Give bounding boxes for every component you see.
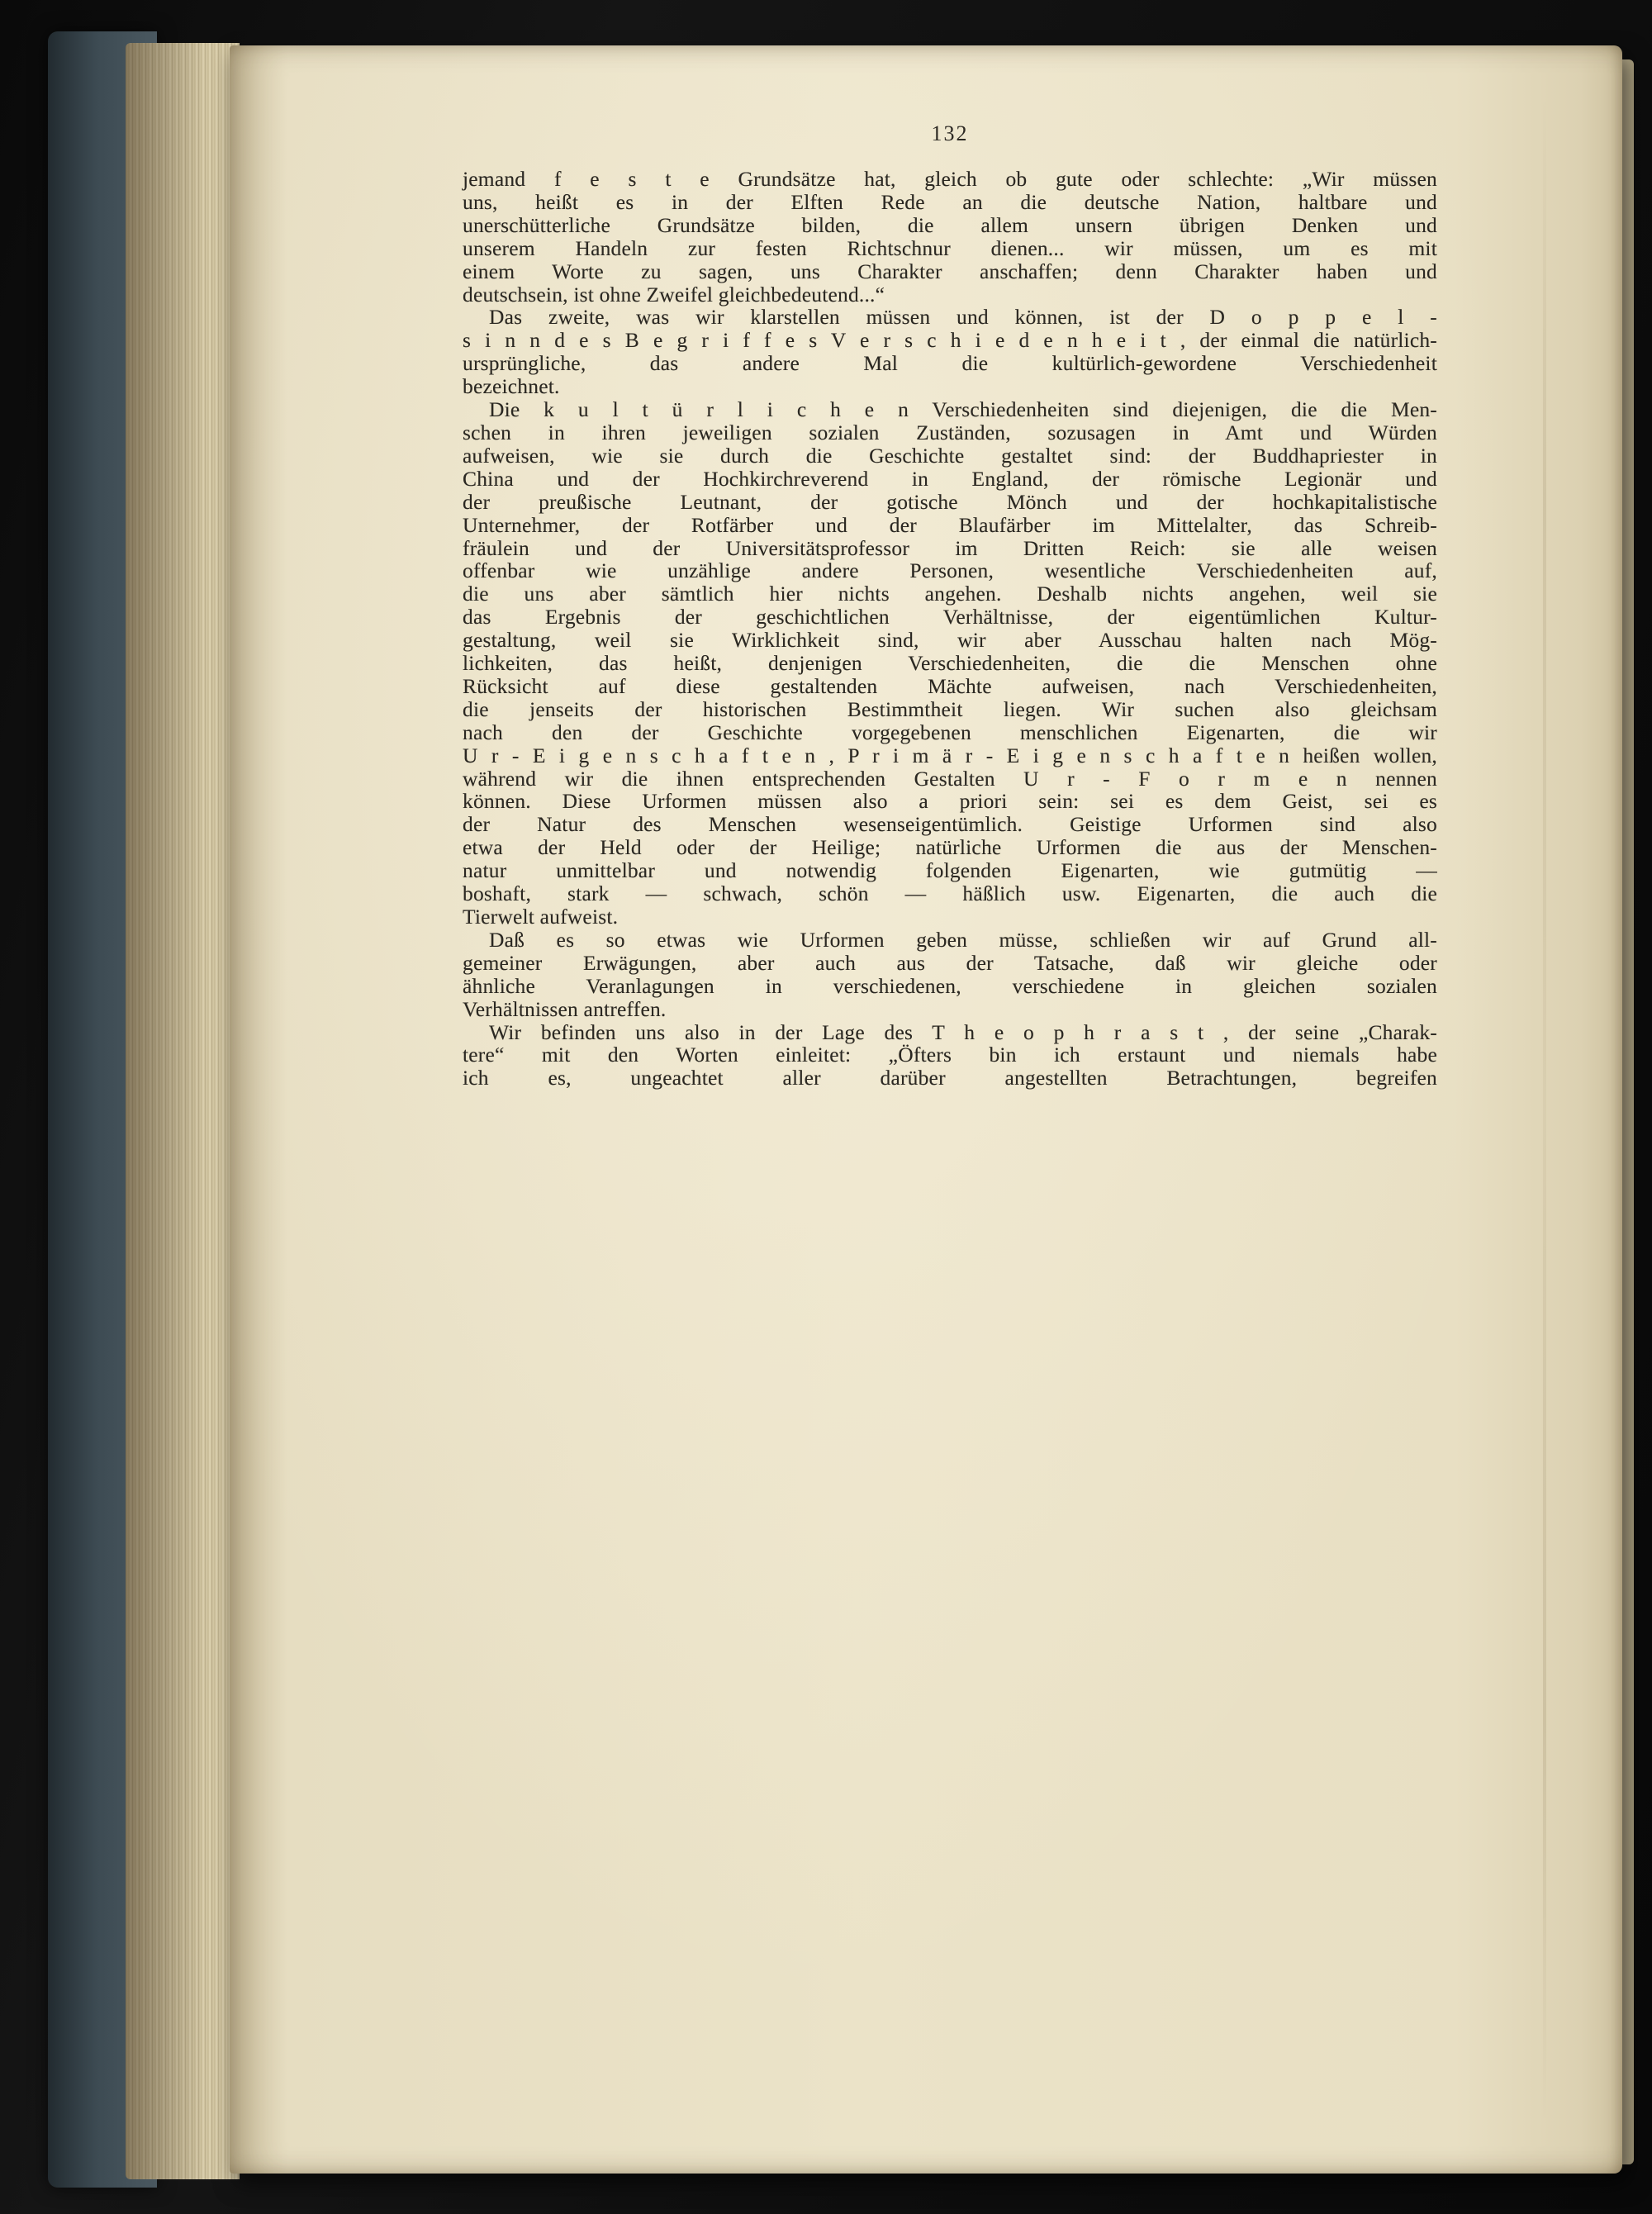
paragraph <box>463 306 1437 398</box>
paragraph <box>463 398 1437 929</box>
text-line: aufweisen, wie sie durch die Geschichte gestaltet sind: der Buddhapriester in <box>463 443 1437 468</box>
text-line: können. Diese Urformen müssen also a priori sein: sei es dem Geist, sei es <box>463 789 1437 814</box>
page-number: 132 <box>931 121 969 145</box>
text-line: etwa der Held oder der Heilige; natürliche Urformen die aus der Menschen- <box>463 835 1437 860</box>
text-line: s i n n d e s B e g r i f f e s V e r s c h i e d e n h e i t , der einmal die natürlich- <box>463 328 1437 353</box>
paragraph <box>463 1021 1437 1090</box>
text-line: Die k u l t ü r l i c h e n Verschiedenheiten sind diejenigen, die die Men- <box>489 397 1437 422</box>
text-line: U r - E i g e n s c h a f t e n , P r i m ä r - E i g e n s c h a f t e n heißen wollen, <box>463 743 1437 767</box>
text-line: während wir die ihnen entsprechenden Gestalten U r - F o r m e n nennen <box>463 766 1437 791</box>
page-crease <box>1543 95 1546 2124</box>
text-line: Unternehmer, der Rotfärber und der Blaufärber im Mittelalter, das Schreib- <box>463 512 1437 537</box>
paragraph <box>463 929 1437 1021</box>
text-line: offenbar wie unzählige andere Personen, wesentliche Verschiedenheiten auf, <box>463 558 1437 583</box>
text-line: Daß es so etwas wie Urformen geben müsse, schließen wir auf Grund all- <box>489 927 1437 952</box>
text-line: fräulein und der Universitätsprofessor im Dritten Reich: sie alle weisen <box>463 535 1437 560</box>
text-line: nach den der Geschichte vorgegebenen menschlichen Eigenarten, die wir <box>463 720 1437 744</box>
text-line: tere“ mit den Worten einleitet: „Öfters bin ich erstaunt und niemals habe <box>463 1043 1437 1067</box>
text-line: China und der Hochkirchreverend in England, der römische Legionär und <box>463 466 1437 491</box>
paragraph <box>463 168 1437 306</box>
text-line: uns, heißt es in der Elften Rede an die deutsche Nation, haltbare und <box>463 189 1437 214</box>
text-line: gestaltung, weil sie Wirklichkeit sind, wir aber Ausschau halten nach Mög- <box>463 628 1437 653</box>
text-line: deutschsein, ist ohne Zweifel gleichbedeutend...“ <box>463 282 885 306</box>
text-line: Das zweite, was wir klarstellen müssen und können, ist der D o p p e l - <box>489 305 1437 330</box>
text-line: die jenseits der historischen Bestimmtheit liegen. Wir suchen also gleichsam <box>463 696 1437 721</box>
text-line: Wir befinden uns also in der Lage des T h e o p h r a s t , der seine „Charak- <box>489 1019 1437 1044</box>
stacked-page-edges <box>126 43 240 2179</box>
text-line: jemand f e s t e Grundsätze hat, gleich ob gute oder schlechte: „Wir müssen <box>463 167 1437 191</box>
text-line: schen in ihren jeweiligen sozialen Zuständen, sozusagen in Amt und Würden <box>463 420 1437 444</box>
text-line: das Ergebnis der geschichtlichen Verhältnisse, der eigentümlichen Kultur- <box>463 605 1437 630</box>
text-block <box>463 168 1437 1090</box>
text-line: einem Worte zu sagen, uns Charakter anschaffen; denn Charakter haben und <box>463 259 1437 283</box>
text-line: unerschütterliche Grundsätze bilden, die allem unsern übrigen Denken und <box>463 212 1437 237</box>
text-line: der Natur des Menschen wesenseigentümlich. Geistige Urformen sind also <box>463 812 1437 837</box>
text-line: gemeiner Erwägungen, aber auch aus der Tatsache, daß wir gleiche oder <box>463 950 1437 975</box>
text-line: ich es, ungeachtet aller darüber angestellten Betrachtungen, begreifen <box>463 1066 1437 1090</box>
text-line: Tierwelt aufweist. <box>463 905 619 929</box>
text-line: boshaft, stark — schwach, schön — häßlich usw. Eigenarten, die auch die <box>463 881 1437 906</box>
text-line: Verhältnissen antreffen. <box>463 996 667 1021</box>
text-line: ursprüngliche, das andere Mal die kultürlich-gewordene Verschiedenheit <box>463 351 1437 376</box>
text-line: der preußische Leutnant, der gotische Mönch und der hochkapitalistische <box>463 489 1437 514</box>
text-line: Rücksicht auf diese gestaltenden Mächte aufweisen, nach Verschiedenheiten, <box>463 673 1437 698</box>
text-line: natur unmittelbar und notwendig folgenden Eigenarten, wie gutmütig — <box>463 858 1437 883</box>
text-line: unserem Handeln zur festen Richtschnur dienen... wir müssen, um es mit <box>463 235 1437 260</box>
text-line: lichkeiten, das heißt, denjenigen Verschiedenheiten, die die Menschen ohne <box>463 651 1437 676</box>
text-line: bezeichnet. <box>463 374 560 399</box>
text-line: die uns aber sämtlich hier nichts angehen. Deshalb nichts angehen, weil sie <box>463 582 1437 606</box>
book-page <box>230 45 1622 2174</box>
text-line: ähnliche Veranlagungen in verschiedenen, verschiedene in gleichen sozialen <box>463 973 1437 998</box>
